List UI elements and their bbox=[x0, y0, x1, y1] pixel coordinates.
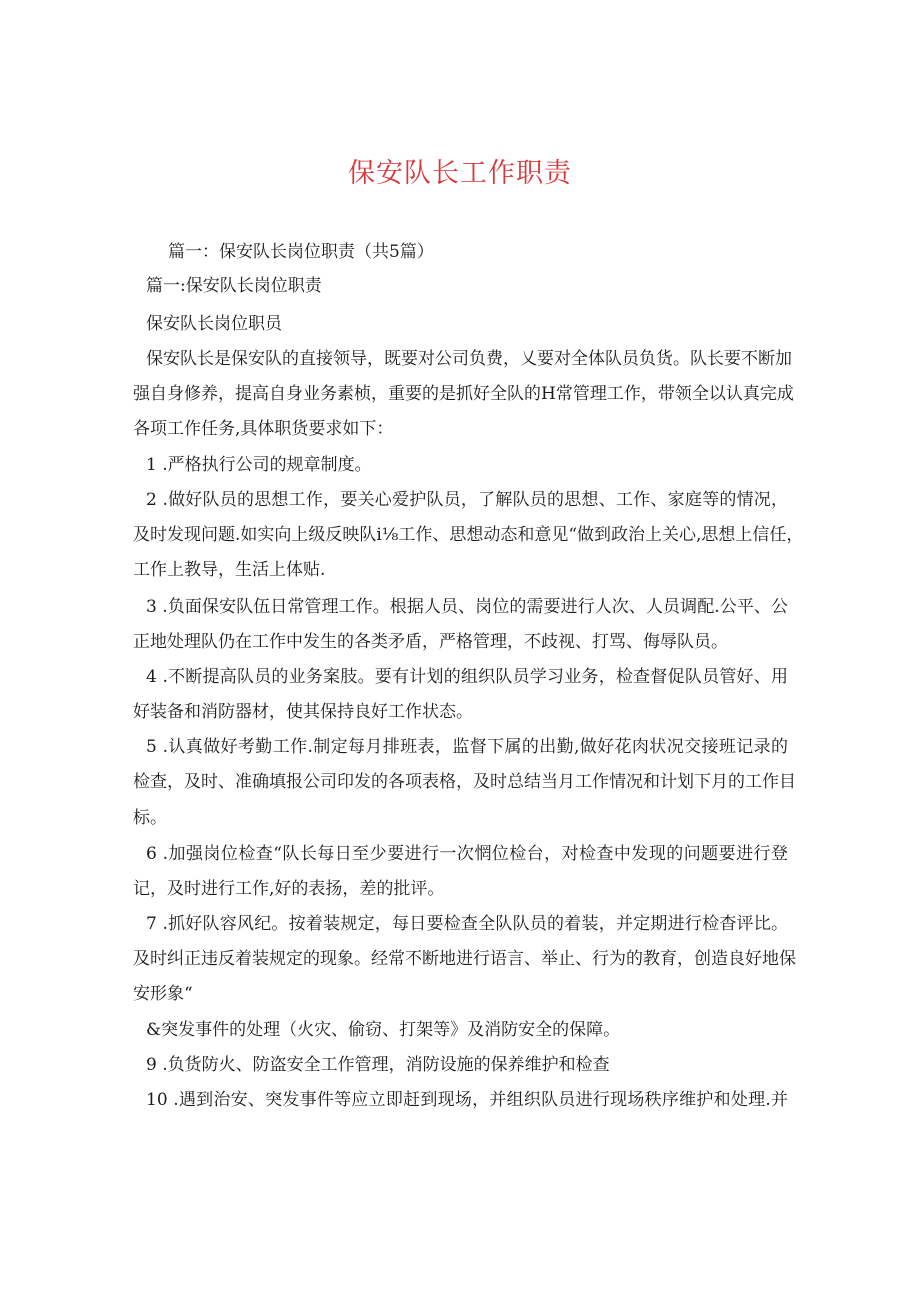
list-item-3: 3 .负面保安队伍日常管理工作。根据人员、岗位的需要进行人次、人员调配.公平、公 bbox=[146, 597, 788, 617]
list-item-1: 1 .严格执行公司的规章制度。 bbox=[146, 455, 372, 475]
list-item-7: 7 .抓好队容风纪。按着装规定，每日要检查全队队员的着装，并定期进行检杳评比。 bbox=[146, 914, 788, 934]
body-line: 检查，及时、准确填报公司印发的各项表格，及时总结当月工作情况和计划下月的工作目 bbox=[133, 772, 796, 792]
section-subheading: 保安队长岗位职员 bbox=[146, 314, 282, 334]
body-line: 工作上教导，生活上体贴. bbox=[133, 560, 326, 580]
body-line: 强自身修养，提高自身业务素桢，重要的是抓好全队的H常管理工作，带领全以认真完成 bbox=[133, 384, 794, 404]
list-item-2: 2 .做好队员的思想工作，要关心爱护队员，了解队员的思想、工作、家庭等的情况， bbox=[146, 490, 788, 510]
list-item-9: 9 .负货防火、防盗安全工作管理，消防设施的保养维护和检查 bbox=[146, 1055, 610, 1075]
body-line: 保安队长是保安队的直接领导，既要对公司负费，乂要对全体队员负货。队长要不断加 bbox=[146, 349, 792, 369]
body-line: 各项工作任务,具体职货要求如下： bbox=[133, 419, 394, 439]
body-line: 安形象“ bbox=[133, 984, 193, 1004]
body-line: 好装备和消防器材，使其保持良好工作状态。 bbox=[133, 702, 473, 722]
list-item-5: 5 .认真做好考勤工作.制定每月排班表，监督下属的出勤,做好花肉状况交接班记录的 bbox=[146, 737, 788, 757]
body-line: 及时发现问题.如实向上级反映队i⅛工作、思想动态和意见“做到政治上关心,思想上信任， bbox=[133, 525, 804, 545]
body-line: 记，及时进行工作,好的表扬，差的批评。 bbox=[133, 879, 445, 899]
body-line: 标。 bbox=[133, 808, 167, 828]
document-title: 保安队长工作职责 bbox=[348, 158, 572, 189]
subtitle-line: 篇一：保安队长岗位职责（共5篇） bbox=[168, 242, 434, 262]
list-item-4: 4 .不断提高队员的业务案肢。要有计划的组织队员学习业务，检查督促队员管好、用 bbox=[146, 667, 788, 687]
body-line: 及时纠正违反着装规定的现象。经常不断地进行语言、举止、行为的教育，创造良好地保 bbox=[133, 949, 796, 969]
list-item-6: 6 .加强岗位检查“队长每日至少要进行一次惘位检台，对检查中发现的问题要进行登 bbox=[146, 844, 788, 864]
list-item-10: 10 .遇到治安、突发事件等应立即赶到现场，并组织队员进行现场秩序维护和处理.并 bbox=[146, 1090, 788, 1110]
section-heading: 篇一:保安队长岗位职责 bbox=[146, 276, 322, 296]
body-line: 正地处理队仍在工作中发生的各类矛盾，严格管理，不歧视、打骂、侮辱队员。 bbox=[133, 632, 728, 652]
list-item-8: &突发事件的处理（火灾、偷窃、打架等》及消防安全的保障。 bbox=[146, 1020, 621, 1040]
